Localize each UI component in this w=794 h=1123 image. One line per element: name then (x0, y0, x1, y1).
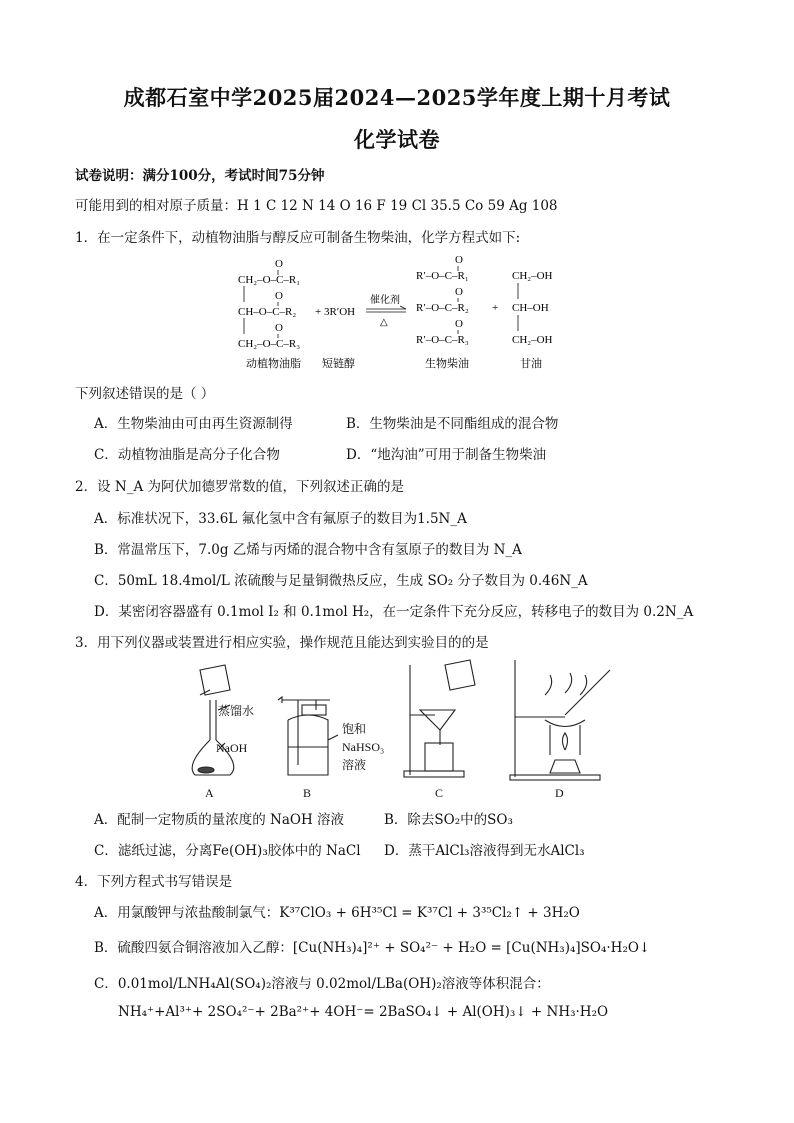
figure-label-a: A (205, 786, 214, 800)
apparatus-b-washing-bottle (278, 697, 338, 775)
diesel-o1: O (455, 255, 463, 266)
fat-row2: CH–O–C–R₂ (238, 306, 297, 318)
fat-row3: CH₂–O–C–R₃ (238, 338, 301, 350)
q4-option-b[interactable]: B．硫酸四氨合铜溶液加入乙醇：[Cu(NH₃)₄]²⁺ + SO₄²⁻ + H₂O = [Cu(NH₃)₄]SO₄·H₂O↓ (94, 940, 651, 956)
diesel-row2: R′–O–C–R₂ (416, 302, 469, 314)
gly-row3: CH₂–OH (512, 334, 553, 346)
label-glycerol: 甘油 (520, 358, 542, 370)
catalyst-label: 催化剂 (370, 295, 400, 306)
figure-label-c: C (435, 786, 444, 800)
atomic-masses: 可能用到的相对原子质量：H 1 C 12 N 14 O 16 F 19 Cl 35.5 Co 59 Ag 108 (75, 198, 558, 214)
figure-label-d: D (555, 786, 564, 800)
label-nahso3: NaHSO₃ (342, 740, 385, 754)
label-alcohol: 短链醇 (322, 358, 355, 370)
q3-option-b[interactable]: B．除去SO₂中的SO₃ (384, 812, 513, 828)
figure-label-b: B (303, 786, 312, 800)
label-naoh: NaOH (216, 741, 248, 755)
label-solution: 溶液 (342, 758, 367, 772)
heat-label: △ (380, 317, 388, 328)
q4-option-c-equation: NH₄⁺+Al³⁺+ 2SO₄²⁻+ 2Ba²⁺+ 4OH⁻= 2BaSO₄↓ + Al(OH)₃↓ + NH₃·H₂O (118, 1004, 609, 1020)
diesel-o3: O (455, 318, 463, 330)
label-fat: 动植物油脂 (246, 358, 301, 370)
q1-option-b[interactable]: B．生物柴油是不同酯组成的混合物 (346, 416, 559, 432)
fat-o3: O (275, 322, 283, 334)
q3-stem: 3．用下列仪器或装置进行相应实验，操作规范且能达到实验目的的是 (75, 635, 489, 651)
apparatus-c-filtration (404, 660, 475, 777)
fat-o1: O (275, 258, 283, 270)
plus-sign: + (492, 302, 499, 314)
plus-alcohol: + 3R′OH (315, 306, 356, 318)
q1-question: 下列叙述错误的是（ ） (75, 386, 215, 402)
q1-option-c[interactable]: C．动植物油脂是高分子化合物 (94, 447, 280, 463)
diesel-o2: O (455, 286, 463, 298)
diesel-row1: R′–O–C–R₁ (416, 270, 469, 282)
apparatus-d-evaporation (510, 660, 610, 780)
q1-stem: 1．在一定条件下，动植物油脂与醇反应可制备生物柴油，化学方程式如下: (75, 230, 521, 246)
q1-reaction-scheme (230, 255, 590, 375)
q2-option-b[interactable]: B．常温常压下，7.0g 乙烯与丙烯的混合物中含有氢原子的数目为 N_A (94, 542, 522, 558)
q4-stem: 4．下列方程式书写错误是 (75, 874, 233, 890)
q2-option-a[interactable]: A．标准状况下，33.6L 氟化氢中含有氟原子的数目为1.5N_A (94, 511, 467, 527)
apparatus-a-flask (192, 665, 234, 775)
q1-option-d[interactable]: D．“地沟油”可用于制备生物柴油 (346, 447, 547, 463)
q3-apparatus-figure (170, 655, 620, 805)
gly-row1: CH₂–OH (512, 270, 553, 282)
q4-option-c[interactable]: C．0.01mol/LNH₄Al(SO₄)₂溶液与 0.02mol/LBa(OH)₂溶液等体积混合： (94, 976, 550, 992)
gly-row2: CH–OH (512, 302, 549, 314)
exam-subtitle: 化学试卷 (354, 127, 440, 152)
fat-row1: CH₂–O–C–R₁ (238, 274, 301, 286)
diesel-row3: R′–O–C–R₃ (416, 334, 469, 346)
label-distilled-water: 蒸馏水 (218, 704, 255, 718)
label-saturated: 饱和 (342, 722, 367, 736)
q3-option-a[interactable]: A．配制一定物质的量浓度的 NaOH 溶液 (94, 812, 345, 828)
fat-o2: O (275, 290, 283, 302)
q2-stem: 2．设 N_A 为阿伏加德罗常数的值，下列叙述正确的是 (75, 479, 404, 495)
label-diesel: 生物柴油 (425, 358, 469, 370)
q2-option-c[interactable]: C．50mL 18.4mol/L 浓硫酸与足量铜微热反应，生成 SO₂ 分子数目为 0.46N_A (94, 573, 588, 589)
exam-note: 试卷说明：满分100分，考试时间75分钟 (75, 168, 325, 184)
exam-title: 成都石室中学2025届2024—2025学年度上期十月考试 (123, 85, 671, 110)
q3-option-d[interactable]: D．蒸干AlCl₃溶液得到无水AlCl₃ (384, 843, 585, 859)
q4-option-a[interactable]: A．用氯酸钾与浓盐酸制氯气：K³⁷ClO₃ + 6H³⁵Cl = K³⁷Cl + 3³⁵Cl₂↑ + 3H₂O (94, 905, 580, 921)
q2-option-d[interactable]: D．某密闭容器盛有 0.1mol I₂ 和 0.1mol H₂，在一定条件下充分反应，转移电子的数目为 0.2N_A (94, 604, 694, 620)
q1-option-a[interactable]: A．生物柴油由可由再生资源制得 (94, 416, 293, 432)
q3-option-c[interactable]: C．滤纸过滤，分离Fe(OH)₃胶体中的 NaCl (94, 843, 361, 859)
